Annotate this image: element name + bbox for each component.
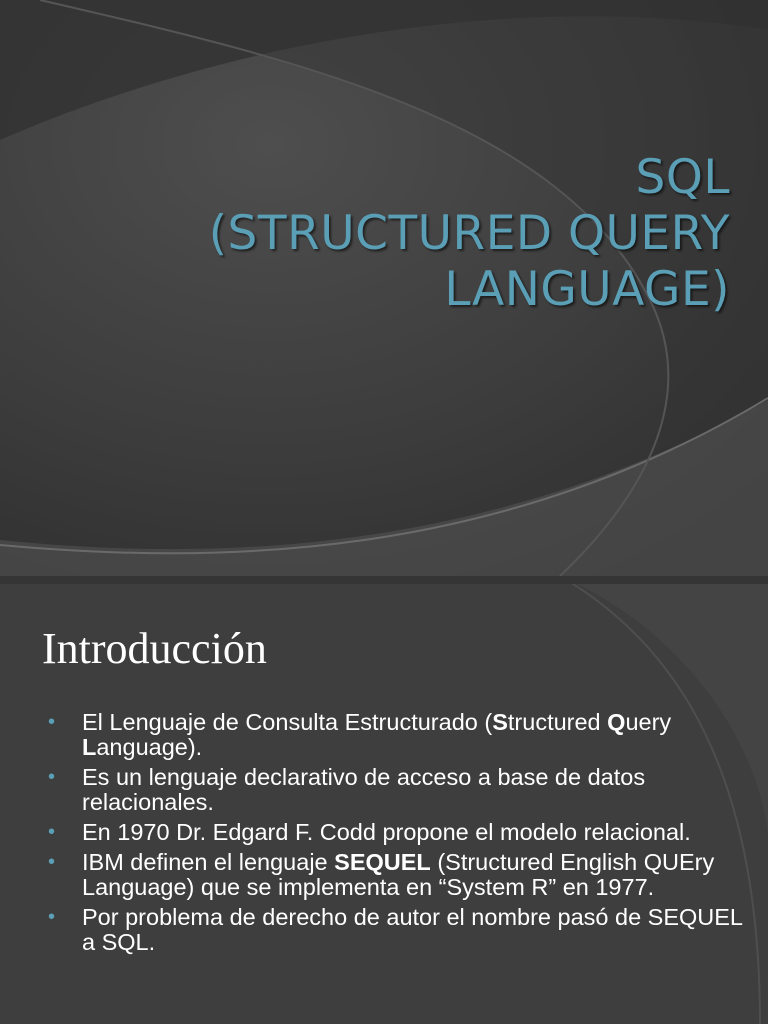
bullet-text: tructured — [507, 709, 608, 735]
title-line: LANGUAGE) — [444, 262, 730, 317]
bullet-icon: • — [48, 711, 56, 733]
slide-title — [110, 150, 730, 318]
bullet-item — [48, 820, 748, 845]
bullet-text: Es un lenguaje declarativo de acceso a base de datos relacionales. — [82, 764, 646, 815]
bullet-text: Por problema de derecho de autor el nombre pasó de SEQUEL a SQL. — [82, 904, 743, 955]
bullet-icon: • — [48, 766, 56, 788]
bullet-text-bold: SEQUEL — [334, 849, 431, 875]
bullet-item — [48, 850, 748, 900]
bullet-text-bold: L — [82, 734, 97, 760]
bullet-icon: • — [48, 851, 56, 873]
bullet-text: uery — [625, 709, 672, 735]
bullet-text: (Structured English QUEry Language) que se implementa en “System R” en 1977. — [82, 849, 715, 900]
bullet-item — [48, 765, 748, 815]
bullet-text: El Lenguaje de Consulta Estructurado ( — [82, 709, 493, 735]
content-slide — [0, 576, 768, 1024]
title-line: SQL — [635, 150, 730, 205]
bullet-text: En 1970 Dr. Edgard F. Codd propone el modelo relacional. — [82, 819, 691, 845]
bullet-text-bold: Q — [607, 709, 626, 735]
bullet-list — [48, 710, 748, 960]
title-line: (STRUCTURED QUERY — [208, 206, 730, 261]
bullet-item — [48, 905, 748, 955]
bullet-text-bold: S — [492, 709, 508, 735]
bullet-text: IBM definen el lenguaje — [82, 849, 335, 875]
bullet-text: anguage). — [96, 734, 203, 760]
bullet-item — [48, 710, 748, 760]
bullet-icon: • — [48, 821, 56, 843]
slide-heading: Introducción — [42, 624, 267, 673]
bullet-icon: • — [48, 906, 56, 928]
